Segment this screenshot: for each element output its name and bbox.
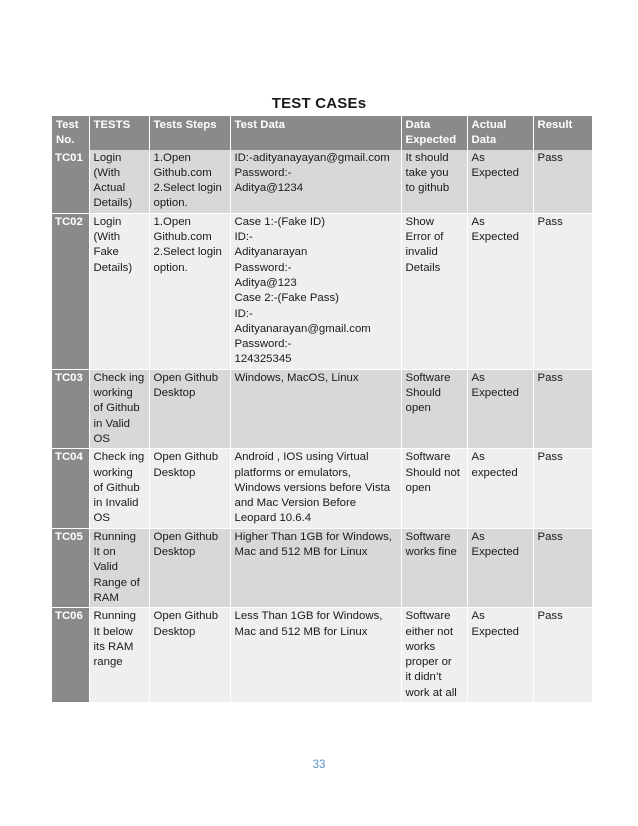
test-cases-table bbox=[52, 116, 592, 703]
cell-line: Fake bbox=[93, 246, 119, 259]
cell-line: Leopard 10.6.4 bbox=[234, 512, 312, 525]
cell-line: work at all bbox=[405, 686, 457, 699]
cell-line: in Invalid bbox=[93, 497, 139, 510]
cell-line: As bbox=[471, 451, 485, 464]
cell-line: 124325345 bbox=[234, 353, 292, 366]
cell-line: Result bbox=[537, 119, 573, 131]
cell-line: As bbox=[471, 530, 485, 543]
cell-line: Pass bbox=[537, 530, 563, 543]
cell-line: Expected bbox=[471, 231, 519, 244]
cell-line: Login bbox=[93, 215, 122, 228]
cell-line: Open Github bbox=[153, 530, 219, 543]
steps-cell bbox=[149, 528, 230, 607]
result-cell bbox=[533, 528, 592, 607]
cell-line: open bbox=[405, 481, 431, 494]
cell-line: Tests Steps bbox=[153, 119, 217, 131]
cell-line: ID:- bbox=[234, 231, 253, 244]
expected-cell bbox=[401, 369, 467, 448]
cell-line: Mac and 512 MB for Linux bbox=[234, 625, 368, 638]
actual-cell bbox=[467, 213, 533, 369]
cell-line: Test Data bbox=[234, 119, 285, 131]
header-test-data bbox=[230, 116, 401, 150]
cell-line: Pass bbox=[537, 371, 563, 384]
expected-cell bbox=[401, 213, 467, 369]
cell-line: Github.com bbox=[153, 231, 212, 244]
cell-line: Details) bbox=[93, 261, 133, 274]
expected-cell bbox=[401, 449, 467, 528]
cell-line: Data bbox=[471, 134, 497, 147]
cell-line: to github bbox=[405, 182, 450, 195]
test-id-cell: TC05 bbox=[52, 528, 89, 607]
cell-line: (With bbox=[93, 231, 121, 244]
cell-line: Software bbox=[405, 530, 451, 543]
cell-line: Software bbox=[405, 610, 451, 623]
cell-line: 1.Open bbox=[153, 151, 191, 164]
tests-cell bbox=[89, 608, 149, 703]
cell-line: Software bbox=[405, 371, 451, 384]
test-data-cell bbox=[230, 213, 401, 369]
test-id-cell: TC04 bbox=[52, 449, 89, 528]
expected-cell bbox=[401, 528, 467, 607]
cell-line: Case 1:-(Fake ID) bbox=[234, 215, 326, 228]
cell-line: Open Github bbox=[153, 610, 219, 623]
cell-line: Running bbox=[93, 610, 136, 623]
cell-line: in Valid bbox=[93, 417, 131, 430]
cell-line: OS bbox=[93, 512, 110, 525]
cell-line: Open Github bbox=[153, 451, 219, 464]
tests-cell bbox=[89, 369, 149, 448]
cell-line: Actual bbox=[93, 182, 126, 195]
cell-line: Open Github bbox=[153, 371, 219, 384]
cell-line: ID:-adityanayayan@gmail.com bbox=[234, 151, 390, 164]
cell-line: 2.Select login bbox=[153, 182, 222, 195]
table-row bbox=[52, 608, 592, 703]
test-data-cell bbox=[230, 369, 401, 448]
steps-cell bbox=[149, 213, 230, 369]
actual-cell bbox=[467, 608, 533, 703]
cell-line: Range of bbox=[93, 576, 140, 589]
cell-line: RAM bbox=[93, 591, 119, 604]
header-result bbox=[533, 116, 592, 150]
page-number: 33 bbox=[312, 759, 326, 771]
table-row bbox=[52, 449, 592, 528]
expected-cell bbox=[401, 608, 467, 703]
cell-line: Android , IOS using Virtual bbox=[234, 451, 369, 464]
cell-line: proper or bbox=[405, 656, 452, 669]
cell-line: 1.Open bbox=[153, 215, 191, 228]
cell-line: Error of bbox=[405, 231, 444, 244]
test-id-cell: TC02 bbox=[52, 213, 89, 369]
table-row bbox=[52, 213, 592, 369]
cell-line: Check ing bbox=[93, 451, 145, 464]
cell-line: It below bbox=[93, 625, 133, 638]
steps-cell bbox=[149, 608, 230, 703]
cell-line: Should not bbox=[405, 466, 460, 479]
cell-line: Pass bbox=[537, 610, 563, 623]
table-row bbox=[52, 528, 592, 607]
tests-cell bbox=[89, 528, 149, 607]
header-actual-data bbox=[467, 116, 533, 150]
cell-line: Less Than 1GB for Windows, bbox=[234, 610, 383, 623]
steps-cell bbox=[149, 449, 230, 528]
cell-line: Valid bbox=[93, 561, 118, 574]
cell-line: It on bbox=[93, 546, 116, 559]
cell-line: Github.com bbox=[153, 166, 212, 179]
cell-line: Pass bbox=[537, 215, 563, 228]
steps-cell bbox=[149, 369, 230, 448]
cell-line: Desktop bbox=[153, 546, 196, 559]
cell-line: either not bbox=[405, 625, 453, 638]
cell-line: take you bbox=[405, 166, 449, 179]
actual-cell bbox=[467, 528, 533, 607]
header-row bbox=[52, 116, 592, 150]
cell-line: Adityanarayan bbox=[234, 246, 308, 259]
cell-line: It should bbox=[405, 151, 449, 164]
cell-line: (With bbox=[93, 166, 121, 179]
result-cell bbox=[533, 369, 592, 448]
table-row bbox=[52, 150, 592, 214]
test-id-cell: TC03 bbox=[52, 369, 89, 448]
result-cell bbox=[533, 213, 592, 369]
cell-line: Details bbox=[405, 261, 441, 274]
cell-line: Expected bbox=[405, 134, 457, 147]
header-test-no bbox=[52, 116, 89, 150]
cell-line: Data bbox=[405, 119, 431, 131]
cell-line: Higher Than 1GB for Windows, bbox=[234, 530, 392, 543]
cell-line: Expected bbox=[471, 387, 519, 400]
test-id-cell: TC06 bbox=[52, 608, 89, 703]
cell-line: expected bbox=[471, 466, 518, 479]
actual-cell bbox=[467, 449, 533, 528]
cell-line: Software bbox=[405, 451, 451, 464]
result-cell bbox=[533, 449, 592, 528]
table-row bbox=[52, 369, 592, 448]
cell-line: Pass bbox=[537, 451, 563, 464]
cell-line: Adityanarayan@gmail.com bbox=[234, 322, 371, 335]
header-tests-steps bbox=[149, 116, 230, 150]
cell-line: range bbox=[93, 656, 123, 669]
cell-line: 2.Select login bbox=[153, 246, 222, 259]
test-id-cell: TC01 bbox=[52, 150, 89, 214]
cell-line: Expected bbox=[471, 546, 519, 559]
table-header bbox=[52, 116, 592, 150]
cell-line: Case 2:-(Fake Pass) bbox=[234, 292, 339, 305]
test-data-cell bbox=[230, 449, 401, 528]
cell-line: Desktop bbox=[153, 466, 196, 479]
cell-line: invalid bbox=[405, 246, 438, 259]
header-data-expected bbox=[401, 116, 467, 150]
tests-cell bbox=[89, 449, 149, 528]
cell-line: works bbox=[405, 640, 436, 653]
cell-line: Running bbox=[93, 530, 136, 543]
cell-line: of Github bbox=[93, 481, 140, 494]
header-tests bbox=[89, 116, 149, 150]
cell-line: platforms or emulators, bbox=[234, 466, 351, 479]
cell-line: working bbox=[93, 466, 133, 479]
cell-line: option. bbox=[153, 261, 188, 274]
cell-line: its RAM bbox=[93, 640, 134, 653]
cell-line: Desktop bbox=[153, 387, 196, 400]
cell-line: Aditya@1234 bbox=[234, 182, 304, 195]
cell-line: Password:- bbox=[234, 338, 292, 351]
cell-line: option. bbox=[153, 197, 188, 210]
cell-line: works fine bbox=[405, 546, 457, 559]
actual-cell bbox=[467, 150, 533, 214]
cell-line: Windows, MacOS, Linux bbox=[234, 371, 359, 384]
cell-line: TESTS bbox=[93, 119, 131, 131]
cell-line: Check ing bbox=[93, 371, 145, 384]
test-data-cell bbox=[230, 608, 401, 703]
cell-line: Pass bbox=[537, 151, 563, 164]
table-body bbox=[52, 150, 592, 703]
cell-line: Test bbox=[56, 119, 79, 131]
cell-line: As bbox=[471, 610, 485, 623]
cell-line: As bbox=[471, 215, 485, 228]
cell-line: As bbox=[471, 371, 485, 384]
cell-line: Mac and 512 MB for Linux bbox=[234, 546, 368, 559]
cell-line: Actual bbox=[471, 119, 507, 131]
cell-line: Details) bbox=[93, 197, 133, 210]
test-data-cell bbox=[230, 150, 401, 214]
expected-cell bbox=[401, 150, 467, 214]
cell-line: Windows versions before Vista bbox=[234, 481, 391, 494]
cell-line: Aditya@123 bbox=[234, 276, 297, 289]
cell-line: Should bbox=[405, 387, 441, 400]
cell-line: OS bbox=[93, 432, 110, 445]
cell-line: No. bbox=[56, 134, 75, 147]
cell-line: Password:- bbox=[234, 261, 292, 274]
cell-line: open bbox=[405, 402, 431, 415]
cell-line: it didn’t bbox=[405, 671, 442, 684]
actual-cell bbox=[467, 369, 533, 448]
cell-line: Login bbox=[93, 151, 122, 164]
result-cell bbox=[533, 608, 592, 703]
cell-line: Expected bbox=[471, 625, 519, 638]
cell-line: As bbox=[471, 151, 485, 164]
cell-line: Show bbox=[405, 215, 434, 228]
cell-line: working bbox=[93, 387, 133, 400]
cell-line: ID:- bbox=[234, 307, 253, 320]
tests-cell bbox=[89, 213, 149, 369]
cell-line: Password:- bbox=[234, 166, 292, 179]
cell-line: Expected bbox=[471, 166, 519, 179]
tests-cell bbox=[89, 150, 149, 214]
cell-line: of Github bbox=[93, 402, 140, 415]
cell-line: and Mac Version Before bbox=[234, 497, 357, 510]
test-data-cell bbox=[230, 528, 401, 607]
page-title: TEST CASEs bbox=[271, 95, 367, 112]
steps-cell bbox=[149, 150, 230, 214]
result-cell bbox=[533, 150, 592, 214]
cell-line: Desktop bbox=[153, 625, 196, 638]
